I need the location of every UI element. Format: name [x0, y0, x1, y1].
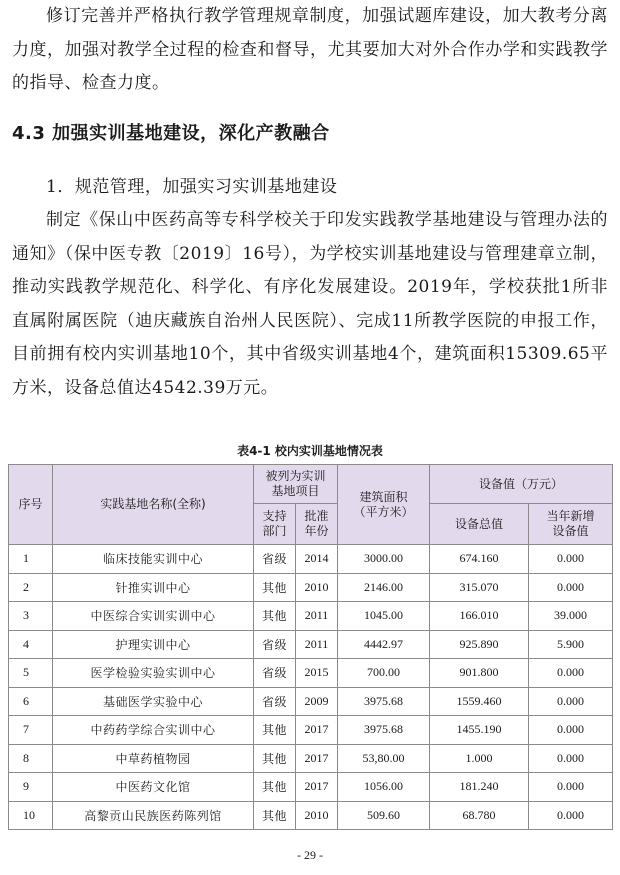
header-no: 序号 [9, 465, 53, 545]
table-row [9, 659, 613, 688]
paragraph-1: 修订完善并严格执行教学管理规章制度，加强试题库建设，加大教考分离力度，加强对教学全过程的检查和督导，尤其要加大对外合作办学和实践教学的指导、检查力度。 [12, 6, 608, 93]
cell-area: 1056.00 [338, 773, 430, 802]
cell-new: 0.000 [529, 687, 613, 716]
cell-area: 3000.00 [338, 545, 430, 574]
cell-no: 8 [9, 744, 53, 773]
cell-dept: 其他 [254, 773, 296, 802]
header-project [254, 465, 338, 504]
cell-dept: 省级 [254, 687, 296, 716]
table-row [9, 801, 613, 830]
cell-area: 700.00 [338, 659, 430, 688]
cell-dept: 省级 [254, 630, 296, 659]
table-caption: 表4-1 校内实训基地情况表 [237, 444, 383, 458]
cell-area: 3975.68 [338, 687, 430, 716]
cell-new: 0.000 [529, 773, 613, 802]
cell-total: 925.890 [430, 630, 529, 659]
cell-new: 0.000 [529, 573, 613, 602]
cell-no: 5 [9, 659, 53, 688]
header-year-label: 批准年份 [304, 509, 329, 538]
cell-name: 中草药植物园 [53, 744, 254, 773]
cell-name: 针推实训中心 [53, 573, 254, 602]
header-equipment: 设备值（万元） [430, 465, 613, 504]
cell-area: 2146.00 [338, 573, 430, 602]
cell-dept: 其他 [254, 573, 296, 602]
cell-new: 0.000 [529, 801, 613, 830]
cell-dept: 其他 [254, 744, 296, 773]
cell-dept: 其他 [254, 801, 296, 830]
cell-name: 中医药文化馆 [53, 773, 254, 802]
header-area [338, 465, 430, 545]
cell-dept: 省级 [254, 659, 296, 688]
table-row [9, 744, 613, 773]
cell-no: 3 [9, 602, 53, 631]
cell-no: 7 [9, 716, 53, 745]
cell-dept: 其他 [254, 716, 296, 745]
header-dept [254, 504, 296, 545]
header-year [296, 504, 338, 545]
header-dept-label: 支持部门 [262, 509, 287, 538]
cell-total: 68.780 [430, 801, 529, 830]
table-row [9, 773, 613, 802]
header-area-label: 建筑面积（平方米） [353, 489, 414, 519]
cell-no: 10 [9, 801, 53, 830]
table-row [9, 716, 613, 745]
subheading-1: 1．规范管理，加强实习实训基地建设 [46, 177, 338, 197]
cell-area: 1045.00 [338, 602, 430, 631]
page-number: - 29 - [297, 848, 323, 862]
section-heading: 4.3 加强实训基地建设，深化产教融合 [12, 123, 330, 144]
cell-total: 1559.460 [430, 687, 529, 716]
cell-year: 2017 [296, 716, 338, 745]
cell-name: 中药药学综合实训中心 [53, 716, 254, 745]
cell-name: 护理实训中心 [53, 630, 254, 659]
cell-total: 166.010 [430, 602, 529, 631]
cell-no: 2 [9, 573, 53, 602]
cell-no: 1 [9, 545, 53, 574]
cell-name: 基础医学实验中心 [53, 687, 254, 716]
cell-year: 2010 [296, 801, 338, 830]
header-name: 实践基地名称(全称) [53, 465, 254, 545]
table-row [9, 602, 613, 631]
cell-total: 901.800 [430, 659, 529, 688]
cell-new: 39.000 [529, 602, 613, 631]
cell-year: 2009 [296, 687, 338, 716]
header-new-label: 当年新增设备值 [546, 509, 595, 538]
cell-total: 1455.190 [430, 716, 529, 745]
cell-no: 9 [9, 773, 53, 802]
cell-dept: 其他 [254, 602, 296, 631]
cell-name: 医学检验实验实训中心 [53, 659, 254, 688]
cell-year: 2010 [296, 573, 338, 602]
training-base-table [8, 464, 613, 830]
table-row [9, 687, 613, 716]
cell-year: 2017 [296, 773, 338, 802]
cell-area: 3975.68 [338, 716, 430, 745]
cell-name: 临床技能实训中心 [53, 545, 254, 574]
cell-no: 6 [9, 687, 53, 716]
cell-year: 2014 [296, 545, 338, 574]
table-row [9, 630, 613, 659]
header-total: 设备总值 [430, 504, 529, 545]
cell-dept: 省级 [254, 545, 296, 574]
header-project-label: 被列为实训基地项目 [265, 469, 326, 498]
table-row [9, 545, 613, 574]
cell-year: 2017 [296, 744, 338, 773]
paragraph-2: 制定《保山中医药高等专科学校关于印发实践教学基地建设与管理办法的通知》（保中医专教〔2019〕16号），为学校实训基地建设与管理建章立制，推动实践教学规范化、科学化、有序化发展建设。2019年，学校获批1所非直属附属医院（迪庆藏族自治州人民医院）、完成11所教学医院的申报工作，目前拥有校内实训基地10个，其中省级实训基地4个，建筑面积15309.65平方米，设备总值达4542.39万元。 [12, 210, 608, 398]
cell-total: 181.240 [430, 773, 529, 802]
table-row [9, 573, 613, 602]
cell-year: 2011 [296, 602, 338, 631]
cell-year: 2015 [296, 659, 338, 688]
header-new [529, 504, 613, 545]
cell-new: 0.000 [529, 545, 613, 574]
cell-new: 0.000 [529, 659, 613, 688]
cell-name: 高黎贡山民族医药陈列馆 [53, 801, 254, 830]
cell-new: 0.000 [529, 716, 613, 745]
cell-area: 509.60 [338, 801, 430, 830]
cell-no: 4 [9, 630, 53, 659]
cell-new: 0.000 [529, 744, 613, 773]
cell-total: 1.000 [430, 744, 529, 773]
cell-new: 5.900 [529, 630, 613, 659]
cell-area: 4442.97 [338, 630, 430, 659]
cell-year: 2011 [296, 630, 338, 659]
cell-total: 674.160 [430, 545, 529, 574]
cell-area: 53,80.00 [338, 744, 430, 773]
cell-name: 中医综合实训实训中心 [53, 602, 254, 631]
cell-total: 315.070 [430, 573, 529, 602]
